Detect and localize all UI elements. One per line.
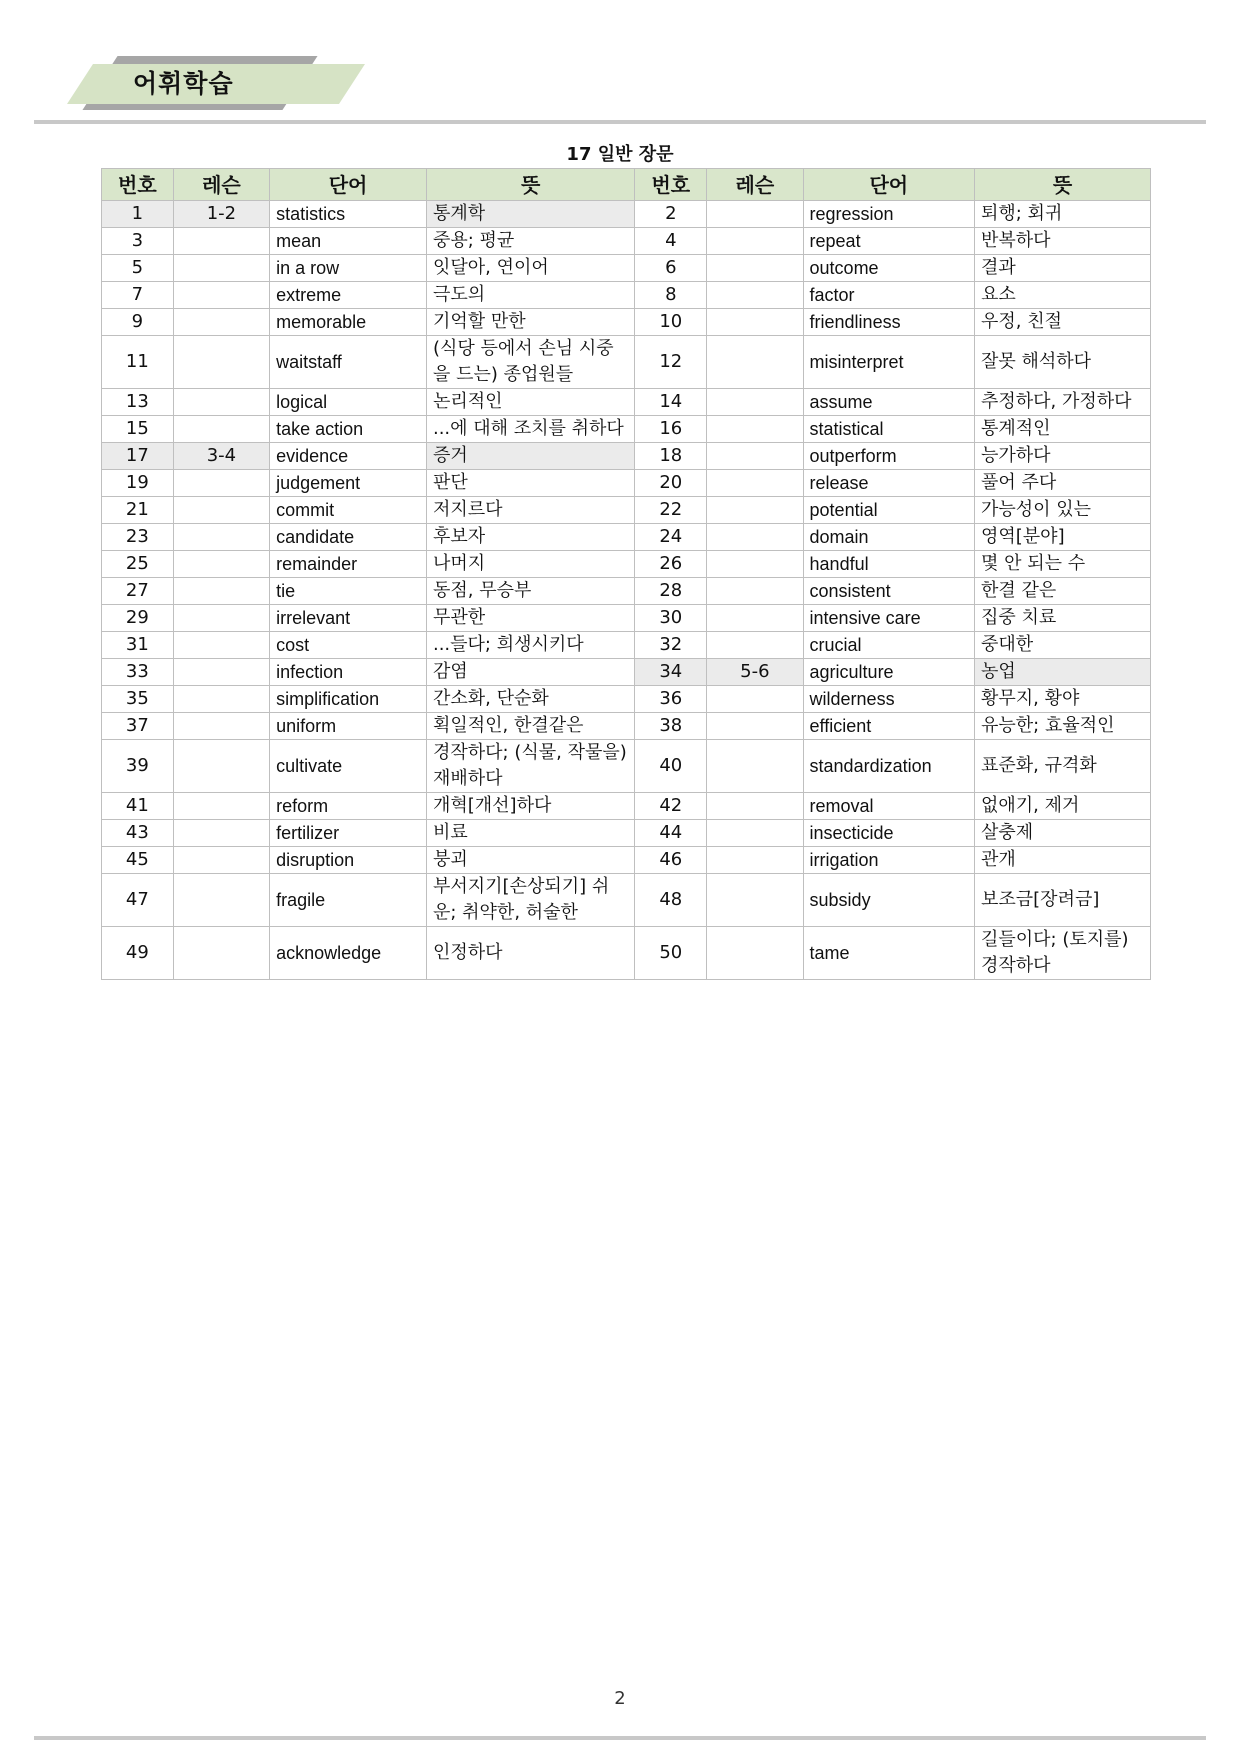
entry-number: 6 xyxy=(635,255,707,282)
english-word: subsidy xyxy=(803,874,974,927)
entry-number: 2 xyxy=(635,201,707,228)
english-word: infection xyxy=(270,659,427,686)
korean-meaning: 잇달아, 연이어 xyxy=(426,255,634,282)
table-row xyxy=(102,551,1151,578)
column-header-meaning: 뜻 xyxy=(975,169,1151,201)
entry-number: 45 xyxy=(102,847,174,874)
korean-meaning: 통계학 xyxy=(426,201,634,228)
entry-number: 34 xyxy=(635,659,707,686)
entry-number: 13 xyxy=(102,389,174,416)
korean-meaning: 보조금[장려금] xyxy=(975,874,1151,927)
korean-meaning: 무관한 xyxy=(426,605,634,632)
entry-number: 46 xyxy=(635,847,707,874)
entry-number: 30 xyxy=(635,605,707,632)
lesson-label xyxy=(707,416,803,443)
table-row xyxy=(102,309,1151,336)
entry-number: 14 xyxy=(635,389,707,416)
table-row xyxy=(102,659,1151,686)
lesson-label xyxy=(173,847,269,874)
korean-meaning: 풀어 주다 xyxy=(975,470,1151,497)
english-word: tame xyxy=(803,927,974,980)
entry-number: 39 xyxy=(102,740,174,793)
lesson-label xyxy=(707,201,803,228)
english-word: misinterpret xyxy=(803,336,974,389)
english-word: take action xyxy=(270,416,427,443)
lesson-label xyxy=(173,686,269,713)
korean-meaning: 잘못 해석하다 xyxy=(975,336,1151,389)
korean-meaning: 붕괴 xyxy=(426,847,634,874)
entry-number: 4 xyxy=(635,228,707,255)
entry-number: 44 xyxy=(635,820,707,847)
korean-meaning: 표준화, 규격화 xyxy=(975,740,1151,793)
entry-number: 35 xyxy=(102,686,174,713)
lesson-label xyxy=(173,416,269,443)
lesson-label xyxy=(707,551,803,578)
table-row xyxy=(102,497,1151,524)
english-word: insecticide xyxy=(803,820,974,847)
english-word: cost xyxy=(270,632,427,659)
table-row xyxy=(102,793,1151,820)
korean-meaning: 후보자 xyxy=(426,524,634,551)
entry-number: 5 xyxy=(102,255,174,282)
lesson-label xyxy=(707,309,803,336)
korean-meaning: 요소 xyxy=(975,282,1151,309)
english-word: waitstaff xyxy=(270,336,427,389)
korean-meaning: 간소화, 단순화 xyxy=(426,686,634,713)
column-header-lesson: 레슨 xyxy=(707,169,803,201)
korean-meaning: ...에 대해 조치를 취하다 xyxy=(426,416,634,443)
english-word: handful xyxy=(803,551,974,578)
korean-meaning: 우정, 친절 xyxy=(975,309,1151,336)
english-word: efficient xyxy=(803,713,974,740)
korean-meaning: 없애기, 제거 xyxy=(975,793,1151,820)
english-word: in a row xyxy=(270,255,427,282)
korean-meaning: 추정하다, 가정하다 xyxy=(975,389,1151,416)
lesson-label xyxy=(173,551,269,578)
english-word: remainder xyxy=(270,551,427,578)
korean-meaning: 기억할 만한 xyxy=(426,309,634,336)
korean-meaning: 증거 xyxy=(426,443,634,470)
korean-meaning: 부서지기[손상되기] 쉬운; 취약한, 허술한 xyxy=(426,874,634,927)
lesson-label xyxy=(173,255,269,282)
table-row xyxy=(102,740,1151,793)
entry-number: 3 xyxy=(102,228,174,255)
entry-number: 23 xyxy=(102,524,174,551)
lesson-label xyxy=(173,336,269,389)
lesson-label xyxy=(707,470,803,497)
english-word: wilderness xyxy=(803,686,974,713)
table-row xyxy=(102,336,1151,389)
english-word: evidence xyxy=(270,443,427,470)
english-word: outperform xyxy=(803,443,974,470)
korean-meaning: 살충제 xyxy=(975,820,1151,847)
korean-meaning: 한결 같은 xyxy=(975,578,1151,605)
entry-number: 47 xyxy=(102,874,174,927)
korean-meaning: 감염 xyxy=(426,659,634,686)
footer-divider xyxy=(34,1736,1206,1740)
lesson-label xyxy=(173,578,269,605)
table-row xyxy=(102,524,1151,551)
english-word: potential xyxy=(803,497,974,524)
english-word: tie xyxy=(270,578,427,605)
lesson-label xyxy=(707,389,803,416)
korean-meaning: 중용; 평균 xyxy=(426,228,634,255)
korean-meaning: 결과 xyxy=(975,255,1151,282)
entry-number: 37 xyxy=(102,713,174,740)
english-word: reform xyxy=(270,793,427,820)
lesson-label xyxy=(173,793,269,820)
korean-meaning: 황무지, 황야 xyxy=(975,686,1151,713)
entry-number: 9 xyxy=(102,309,174,336)
entry-number: 43 xyxy=(102,820,174,847)
entry-number: 48 xyxy=(635,874,707,927)
entry-number: 17 xyxy=(102,443,174,470)
english-word: simplification xyxy=(270,686,427,713)
entry-number: 41 xyxy=(102,793,174,820)
korean-meaning: 영역[분야] xyxy=(975,524,1151,551)
entry-number: 50 xyxy=(635,927,707,980)
column-header-number: 번호 xyxy=(635,169,707,201)
korean-meaning: 통계적인 xyxy=(975,416,1151,443)
lesson-label xyxy=(707,578,803,605)
table-row xyxy=(102,686,1151,713)
korean-meaning: 능가하다 xyxy=(975,443,1151,470)
entry-number: 24 xyxy=(635,524,707,551)
entry-number: 7 xyxy=(102,282,174,309)
english-word: acknowledge xyxy=(270,927,427,980)
lesson-label xyxy=(173,820,269,847)
lesson-label xyxy=(173,605,269,632)
korean-meaning: 중대한 xyxy=(975,632,1151,659)
english-word: candidate xyxy=(270,524,427,551)
korean-meaning: 동점, 무승부 xyxy=(426,578,634,605)
lesson-label xyxy=(707,686,803,713)
entry-number: 11 xyxy=(102,336,174,389)
english-word: irrigation xyxy=(803,847,974,874)
vocabulary-table xyxy=(101,168,1151,980)
english-word: friendliness xyxy=(803,309,974,336)
entry-number: 49 xyxy=(102,927,174,980)
lesson-label xyxy=(707,524,803,551)
korean-meaning: 가능성이 있는 xyxy=(975,497,1151,524)
lesson-label xyxy=(173,524,269,551)
table-row xyxy=(102,927,1151,980)
english-word: domain xyxy=(803,524,974,551)
korean-meaning: 경작하다; (식물, 작물을) 재배하다 xyxy=(426,740,634,793)
lesson-label xyxy=(173,309,269,336)
lesson-label xyxy=(707,713,803,740)
lesson-label xyxy=(707,228,803,255)
lesson-label xyxy=(173,874,269,927)
english-word: fertilizer xyxy=(270,820,427,847)
table-row xyxy=(102,713,1151,740)
english-word: irrelevant xyxy=(270,605,427,632)
lesson-label xyxy=(173,497,269,524)
page-title: 17 일반 장문 xyxy=(566,144,674,165)
entry-number: 22 xyxy=(635,497,707,524)
english-word: intensive care xyxy=(803,605,974,632)
korean-meaning: 판단 xyxy=(426,470,634,497)
korean-meaning: 반복하다 xyxy=(975,228,1151,255)
english-word: uniform xyxy=(270,713,427,740)
entry-number: 28 xyxy=(635,578,707,605)
english-word: statistical xyxy=(803,416,974,443)
korean-meaning: 관개 xyxy=(975,847,1151,874)
lesson-label xyxy=(707,927,803,980)
table-row xyxy=(102,255,1151,282)
lesson-label: 1-2 xyxy=(173,201,269,228)
entry-number: 26 xyxy=(635,551,707,578)
entry-number: 40 xyxy=(635,740,707,793)
entry-number: 12 xyxy=(635,336,707,389)
korean-meaning: 유능한; 효율적인 xyxy=(975,713,1151,740)
table-row xyxy=(102,874,1151,927)
column-header-lesson: 레슨 xyxy=(173,169,269,201)
korean-meaning: 나머지 xyxy=(426,551,634,578)
column-header-meaning: 뜻 xyxy=(426,169,634,201)
entry-number: 42 xyxy=(635,793,707,820)
english-word: factor xyxy=(803,282,974,309)
lesson-label xyxy=(707,443,803,470)
korean-meaning: 비료 xyxy=(426,820,634,847)
table-row xyxy=(102,201,1151,228)
english-word: outcome xyxy=(803,255,974,282)
korean-meaning: 퇴행; 회귀 xyxy=(975,201,1151,228)
page-number: 2 xyxy=(614,1688,626,1709)
lesson-label xyxy=(173,228,269,255)
english-word: disruption xyxy=(270,847,427,874)
english-word: standardization xyxy=(803,740,974,793)
lesson-label xyxy=(707,605,803,632)
entry-number: 32 xyxy=(635,632,707,659)
korean-meaning: 개혁[개선]하다 xyxy=(426,793,634,820)
lesson-label xyxy=(173,927,269,980)
english-word: judgement xyxy=(270,470,427,497)
english-word: crucial xyxy=(803,632,974,659)
english-word: fragile xyxy=(270,874,427,927)
korean-meaning: 집중 치료 xyxy=(975,605,1151,632)
lesson-label xyxy=(173,282,269,309)
table-row xyxy=(102,389,1151,416)
lesson-label xyxy=(707,847,803,874)
lesson-label xyxy=(173,740,269,793)
lesson-label: 5-6 xyxy=(707,659,803,686)
lesson-label xyxy=(173,659,269,686)
table-row xyxy=(102,416,1151,443)
column-header-number: 번호 xyxy=(102,169,174,201)
table-row xyxy=(102,605,1151,632)
korean-meaning: 극도의 xyxy=(426,282,634,309)
column-header-word: 단어 xyxy=(803,169,974,201)
lesson-label xyxy=(707,336,803,389)
section-title: 어휘학습 xyxy=(133,69,234,98)
lesson-label xyxy=(173,713,269,740)
korean-meaning: 길들이다; (토지를) 경작하다 xyxy=(975,927,1151,980)
english-word: release xyxy=(803,470,974,497)
english-word: assume xyxy=(803,389,974,416)
entry-number: 16 xyxy=(635,416,707,443)
page-header xyxy=(0,0,1240,130)
english-word: statistics xyxy=(270,201,427,228)
korean-meaning: 획일적인, 한결같은 xyxy=(426,713,634,740)
english-word: regression xyxy=(803,201,974,228)
table-row xyxy=(102,632,1151,659)
korean-meaning: (식당 등에서 손님 시중을 드는) 종업원들 xyxy=(426,336,634,389)
lesson-label xyxy=(707,632,803,659)
table-body xyxy=(102,201,1151,980)
english-word: cultivate xyxy=(270,740,427,793)
korean-meaning: 인정하다 xyxy=(426,927,634,980)
lesson-label xyxy=(707,820,803,847)
english-word: agriculture xyxy=(803,659,974,686)
lesson-label xyxy=(173,470,269,497)
entry-number: 1 xyxy=(102,201,174,228)
table-row xyxy=(102,847,1151,874)
english-word: mean xyxy=(270,228,427,255)
entry-number: 27 xyxy=(102,578,174,605)
entry-number: 15 xyxy=(102,416,174,443)
korean-meaning: 몇 안 되는 수 xyxy=(975,551,1151,578)
table-header-row xyxy=(102,169,1151,201)
lesson-label xyxy=(707,282,803,309)
entry-number: 29 xyxy=(102,605,174,632)
entry-number: 8 xyxy=(635,282,707,309)
english-word: removal xyxy=(803,793,974,820)
table-row xyxy=(102,228,1151,255)
korean-meaning: 저지르다 xyxy=(426,497,634,524)
table-row xyxy=(102,443,1151,470)
column-header-word: 단어 xyxy=(270,169,427,201)
header-divider xyxy=(34,120,1206,124)
entry-number: 20 xyxy=(635,470,707,497)
entry-number: 33 xyxy=(102,659,174,686)
english-word: commit xyxy=(270,497,427,524)
table-row xyxy=(102,578,1151,605)
lesson-label xyxy=(707,740,803,793)
table-row xyxy=(102,470,1151,497)
entry-number: 21 xyxy=(102,497,174,524)
lesson-label xyxy=(173,389,269,416)
lesson-label xyxy=(707,497,803,524)
entry-number: 10 xyxy=(635,309,707,336)
entry-number: 18 xyxy=(635,443,707,470)
entry-number: 19 xyxy=(102,470,174,497)
english-word: consistent xyxy=(803,578,974,605)
english-word: repeat xyxy=(803,228,974,255)
english-word: extreme xyxy=(270,282,427,309)
english-word: logical xyxy=(270,389,427,416)
lesson-label: 3-4 xyxy=(173,443,269,470)
entry-number: 38 xyxy=(635,713,707,740)
entry-number: 36 xyxy=(635,686,707,713)
lesson-label xyxy=(173,632,269,659)
lesson-label xyxy=(707,874,803,927)
table-row xyxy=(102,820,1151,847)
korean-meaning: 논리적인 xyxy=(426,389,634,416)
entry-number: 31 xyxy=(102,632,174,659)
lesson-label xyxy=(707,255,803,282)
table-row xyxy=(102,282,1151,309)
korean-meaning: ...들다; 희생시키다 xyxy=(426,632,634,659)
entry-number: 25 xyxy=(102,551,174,578)
english-word: memorable xyxy=(270,309,427,336)
lesson-label xyxy=(707,793,803,820)
korean-meaning: 농업 xyxy=(975,659,1151,686)
